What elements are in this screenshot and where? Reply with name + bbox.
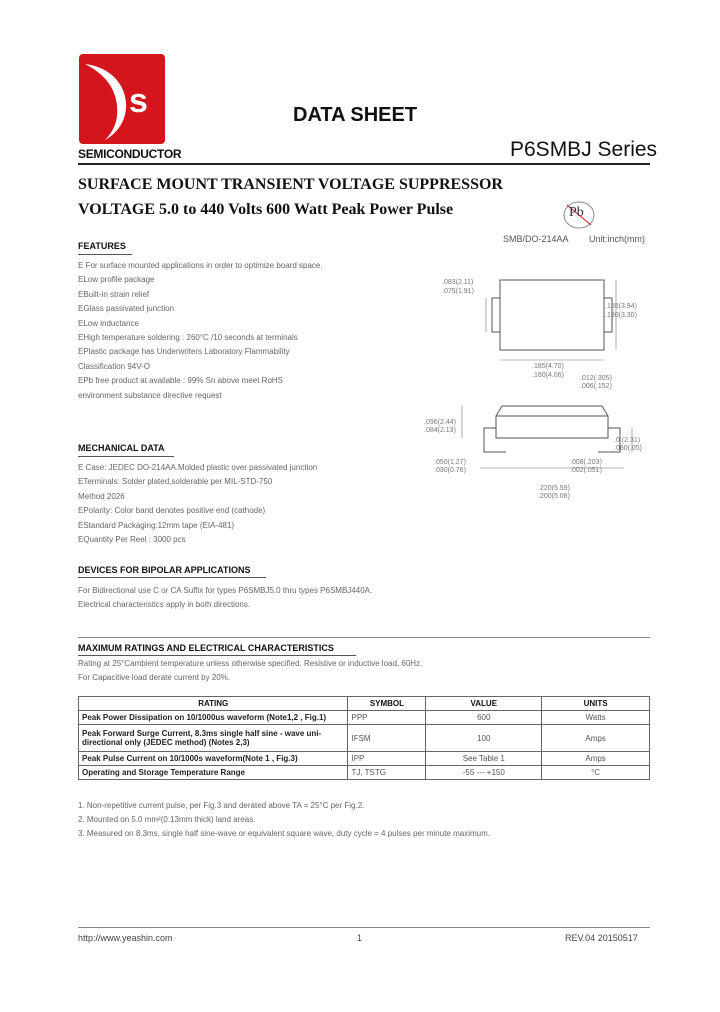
svg-text:s: s [129, 82, 148, 120]
ratings-table [78, 696, 650, 780]
value-cell: 600 [426, 711, 542, 725]
rating-cell: Peak Pulse Current on 10/1000s waveform(Note 1 , Fig.3) [79, 752, 348, 766]
dim-label: .083(2.11) [442, 279, 474, 286]
value-cell: -55 --- +150 [426, 766, 542, 780]
value-cell: 100 [426, 725, 542, 752]
series-name: P6SMBJ Series [510, 138, 658, 161]
title-line-1: SURFACE MOUNT TRANSIENT VOLTAGE SUPPRESSOR [78, 176, 503, 193]
list-item: EPb free product at available : 99% Sn above meet RoHS [78, 376, 284, 386]
list-item: E For surface mounted applications in order to optimize board space. [78, 261, 323, 270]
list-item: ELow profile package [78, 275, 155, 285]
symbol-cell: IPP [348, 752, 426, 766]
list-item: Classification 94V-O [78, 361, 151, 371]
table-header-row [79, 697, 650, 711]
list-item: EBuilt-in strain relief [78, 289, 150, 299]
top-view-lead-left [492, 298, 500, 332]
symbol-cell: IFSM [348, 725, 426, 752]
list-item: EGlass passivated junction [78, 304, 175, 314]
units-cell: Amps [542, 725, 650, 752]
dim-label: .008(.203) [570, 459, 602, 466]
list-item: EStandard Packaging:12mm tape (EIA-481) [78, 520, 235, 530]
column-header: VALUE [426, 697, 542, 711]
table-row [79, 766, 650, 780]
revision: REV.04 20150517 [565, 933, 638, 943]
dim-label: .030(0.76) [434, 467, 466, 474]
rating-cell: Peak Forward Surge Current, 8.3ms single half sine - wave uni-directional only (JEDEC method) (Notes 2,3) [79, 725, 348, 752]
features-list [78, 261, 323, 405]
header-divider [78, 163, 650, 165]
footer-url[interactable]: http://www.yeashin.com [78, 933, 173, 943]
list-item: ELow inductance [78, 318, 139, 328]
dim-label: .012(.305) [580, 375, 612, 382]
footer-divider [78, 927, 650, 928]
list-item: environment substance directive request [78, 390, 222, 400]
footnote: 3. Measured on 8.3ms, single half sine-wave or equivalent square wave, duty cycle = 4 pulses per minute maximum. [78, 829, 490, 838]
dim-label: .002(.051) [570, 467, 602, 474]
features-underline [78, 254, 132, 255]
dim-label: .155(3.94) [605, 303, 637, 310]
dim-label: .200(5.08) [538, 493, 570, 500]
title-line-2: VOLTAGE 5.0 to 440 Volts 600 Watt Peak Power Pulse [78, 201, 454, 218]
list-item: EPlastic package has Underwriters Laboratory Flammability [78, 347, 290, 357]
pb-mark-text: Pb [569, 205, 584, 220]
table-row [79, 725, 650, 752]
ratings-note-top: Rating at 25°Cambient temperature unless otherwise specified. Resistive or inductive load, 60Hz. [78, 659, 423, 668]
units-cell: Watts [542, 711, 650, 725]
rating-cell: Peak Power Dissipation on 10/1000us waveform (Note1,2 , Fig.1) [79, 711, 348, 725]
side-view-lead-left [484, 428, 506, 452]
mechanical-list [78, 463, 317, 549]
doc-title: DATA SHEET [293, 104, 418, 126]
list-item: EPolarity: Color band denotes positive end (cathode) [78, 506, 266, 516]
list-item: Method 2026 [78, 491, 125, 501]
ratings-note-top: For Capacitive load derate current by 20%. [78, 673, 231, 682]
bipolar-heading: DEVICES FOR BIPOLAR APPLICATIONS [78, 565, 251, 575]
dim-label: .050(1.27) [434, 459, 466, 466]
column-header: UNITS [542, 697, 650, 711]
mechanical-underline [78, 456, 174, 457]
rating-cell: Operating and Storage Temperature Range [79, 766, 348, 780]
table-row [79, 711, 650, 725]
bipolar-underline [78, 577, 266, 578]
ys-logo-icon [79, 54, 165, 144]
dim-label: .130(3.30) [605, 312, 637, 319]
ratings-heading: MAXIMUM RATINGS AND ELECTRICAL CHARACTERISTICS [78, 643, 334, 653]
column-header: SYMBOL [348, 697, 426, 711]
dim-label: .080(.05) [614, 445, 643, 452]
mechanical-heading: MECHANICAL DATA [78, 443, 165, 453]
top-view-body [500, 280, 604, 350]
column-header: RATING [79, 697, 348, 711]
package-unit: Unit:inch(mm) [589, 234, 646, 244]
dim-label: .075(1.91) [442, 288, 474, 295]
ratings-divider [78, 637, 650, 638]
dim-label: .096(2.44) [424, 419, 456, 426]
footnote: 2. Mounted on 5.0 mm²(0.13mm thick) land areas. [78, 815, 256, 824]
ratings-underline [78, 655, 356, 656]
list-item: ETerminals: Solder plated,solderable per MIL-STD-750 [78, 477, 273, 487]
side-view-body [496, 416, 608, 438]
side-view-top [496, 406, 608, 416]
footnote: 1. Non-repetitive current pulse, per Fig.3 and derated above TA = 25°C per Fig.2. [78, 801, 365, 810]
dim-label: .185(4.70) [532, 363, 564, 370]
symbol-cell: PPP [348, 711, 426, 725]
list-item: E Case: JEDEC DO-214AA.Molded plastic over passivated junction [78, 463, 318, 472]
value-cell: See Table 1 [426, 752, 542, 766]
page-number: 1 [357, 933, 363, 943]
list-item: EQuantity Per Reel : 3000 pcs [78, 534, 186, 544]
list-item: EHigh temperature soldering : 260°C /10 seconds at terminals [78, 332, 298, 342]
units-cell: Amps [542, 752, 650, 766]
dim-label: .0 (2.31) [614, 437, 641, 444]
symbol-cell: TJ, TSTG [348, 766, 426, 780]
features-heading: FEATURES [78, 241, 126, 251]
dim-label: .006(.152) [580, 383, 612, 390]
units-cell: °C [542, 766, 650, 780]
bipolar-line: For Bidirectional use C or CA Suffix for types P6SMBJ5.0 thru types P6SMBJ440A. [78, 586, 373, 595]
company-name: SEMICONDUCTOR [78, 147, 182, 161]
dim-label: .160(4.06) [532, 372, 564, 379]
package-name: SMB/DO-214AA [503, 234, 569, 244]
dim-label: .220(5.59) [538, 485, 570, 492]
package-outline-drawing [420, 268, 650, 508]
bipolar-line: Electrical characteristics apply in both directions. [78, 600, 251, 609]
company-logo [79, 54, 165, 144]
table-row [79, 752, 650, 766]
dim-label: .084(2.13) [424, 427, 456, 434]
